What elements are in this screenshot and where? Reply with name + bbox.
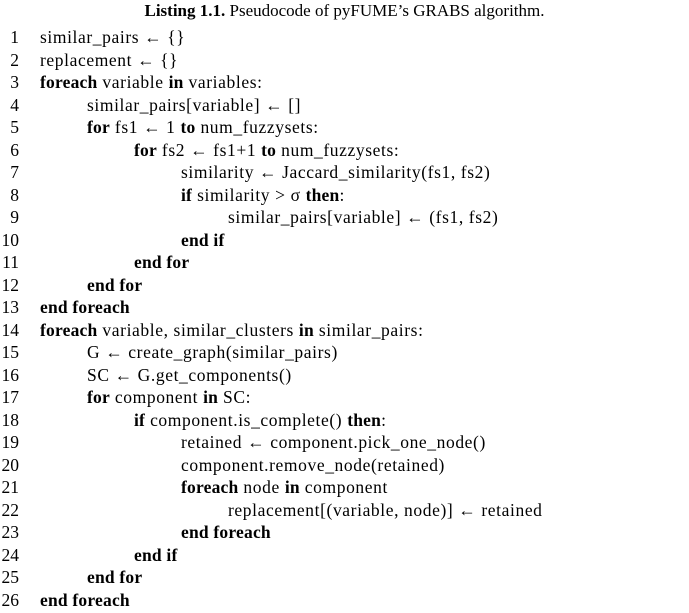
caption-label: Listing 1.1. <box>144 1 226 20</box>
code-text <box>87 386 251 409</box>
line-number: 26 <box>1 589 19 610</box>
code-text <box>228 206 498 229</box>
keyword: end foreach <box>181 522 271 542</box>
code-line <box>0 94 689 117</box>
line-number: 20 <box>1 454 19 475</box>
code-line <box>0 431 689 454</box>
code-text <box>134 544 178 567</box>
code-token: variable <box>97 72 169 92</box>
line-number: 14 <box>1 319 19 340</box>
keyword: if <box>181 184 193 205</box>
code-line <box>0 26 689 49</box>
keyword: end if <box>134 544 178 565</box>
keyword: if <box>134 409 146 430</box>
code-text <box>134 251 189 274</box>
code-text <box>134 409 387 432</box>
code-text <box>181 476 388 499</box>
code-token: replacement[(variable, node)] ← retained <box>228 499 543 520</box>
code-text <box>181 161 490 184</box>
keyword: to <box>180 117 196 137</box>
code-line <box>0 341 689 364</box>
code-text <box>181 229 225 252</box>
code-line <box>0 521 689 544</box>
code-token: num_fuzzysets: <box>195 117 319 137</box>
code-token: fs2 ← fs1+1 <box>156 139 262 160</box>
code-text <box>87 341 338 364</box>
code-line <box>0 161 689 184</box>
code-line <box>0 319 689 342</box>
code-text <box>40 296 130 319</box>
code-line <box>0 206 689 229</box>
line-number: 7 <box>10 162 19 182</box>
line-number: 15 <box>1 342 19 362</box>
keyword: in <box>298 319 314 340</box>
keyword: end for <box>87 274 143 295</box>
keyword: end foreach <box>40 589 130 610</box>
code-token: similarity > σ <box>192 184 306 205</box>
code-text <box>181 454 445 477</box>
code-token: component <box>109 387 204 407</box>
code-line <box>0 71 689 94</box>
keyword: foreach <box>40 72 98 92</box>
code-token: similarity ← Jaccard_similarity(fs1, fs2) <box>181 162 491 182</box>
keyword: end if <box>181 229 225 250</box>
caption-text: Pseudocode of pyFUME’s GRABS algorithm. <box>229 1 545 20</box>
code-line <box>0 296 689 319</box>
code-line <box>0 139 689 162</box>
code-token: : <box>381 409 387 430</box>
code-token: SC: <box>218 387 252 407</box>
line-number: 2 <box>10 49 19 70</box>
line-number: 9 <box>10 207 19 227</box>
line-number: 1 <box>10 27 19 47</box>
code-line <box>0 49 689 72</box>
line-number: 11 <box>2 252 19 272</box>
line-number: 22 <box>1 499 19 520</box>
keyword: end foreach <box>40 297 130 317</box>
code-text <box>40 26 185 49</box>
keyword: end for <box>134 252 190 272</box>
code-line <box>0 184 689 207</box>
code-token: similar_pairs[variable] ← [] <box>87 94 302 115</box>
keyword: in <box>203 387 219 407</box>
code-text <box>40 589 130 612</box>
line-number: 12 <box>1 274 19 295</box>
keyword: for <box>87 387 110 407</box>
line-number: 5 <box>10 117 19 137</box>
code-line <box>0 566 689 589</box>
code-line <box>0 116 689 139</box>
code-token: similar_pairs ← {} <box>40 27 186 47</box>
keyword: end for <box>87 567 143 587</box>
code-token: fs1 ← 1 <box>109 117 181 137</box>
line-number: 10 <box>1 229 19 250</box>
line-number: 24 <box>1 544 19 565</box>
code-token: replacement ← {} <box>40 49 179 70</box>
line-number: 21 <box>1 477 19 497</box>
line-number: 25 <box>1 567 19 587</box>
code-text <box>40 71 263 94</box>
code-line <box>0 454 689 477</box>
keyword: for <box>134 139 157 160</box>
code-token: component <box>299 477 388 497</box>
code-token: similar_pairs: <box>313 319 424 340</box>
code-text <box>87 274 142 297</box>
code-token: variables: <box>183 72 263 92</box>
keyword: foreach <box>181 477 239 497</box>
code-line <box>0 229 689 252</box>
keyword: for <box>87 117 110 137</box>
line-number: 13 <box>1 297 19 317</box>
code-token: similar_pairs[variable] ← (fs1, fs2) <box>228 207 499 227</box>
keyword: to <box>261 139 277 160</box>
code-token: variable, similar_clusters <box>97 319 299 340</box>
code-token: : <box>339 184 345 205</box>
line-number: 18 <box>1 409 19 430</box>
keyword: then <box>347 409 382 430</box>
line-number: 17 <box>1 387 19 407</box>
code-line <box>0 386 689 409</box>
code-token: node <box>238 477 285 497</box>
code-text <box>181 431 486 454</box>
line-number: 8 <box>10 184 19 205</box>
keyword: foreach <box>40 319 98 340</box>
code-text <box>40 49 178 72</box>
code-line <box>0 364 689 387</box>
code-line <box>0 409 689 432</box>
code-line <box>0 499 689 522</box>
code-text <box>181 521 271 544</box>
keyword: then <box>305 184 340 205</box>
pseudocode-listing <box>0 26 689 611</box>
line-number: 23 <box>1 522 19 542</box>
line-number: 16 <box>1 364 19 385</box>
code-text <box>87 94 301 117</box>
code-line <box>0 589 689 612</box>
code-line <box>0 544 689 567</box>
code-token: num_fuzzysets: <box>276 139 400 160</box>
code-line <box>0 274 689 297</box>
keyword: in <box>284 477 300 497</box>
code-line <box>0 251 689 274</box>
listing-caption <box>0 0 689 22</box>
code-line <box>0 476 689 499</box>
code-text <box>40 319 424 342</box>
keyword: in <box>168 72 184 92</box>
code-text <box>181 184 345 207</box>
code-text <box>87 116 319 139</box>
code-text <box>87 364 292 387</box>
code-token: SC ← G.get_components() <box>87 364 292 385</box>
line-number: 6 <box>10 139 19 160</box>
code-token: G ← create_graph(similar_pairs) <box>87 342 338 362</box>
code-token: component.is_complete() <box>145 409 348 430</box>
line-number: 3 <box>10 72 19 92</box>
code-token: component.remove_node(retained) <box>181 454 445 475</box>
code-token: retained ← component.pick_one_node() <box>181 432 486 452</box>
code-text <box>87 566 142 589</box>
line-number: 19 <box>1 432 19 452</box>
code-text <box>228 499 543 522</box>
code-text <box>134 139 399 162</box>
line-number: 4 <box>10 94 19 115</box>
